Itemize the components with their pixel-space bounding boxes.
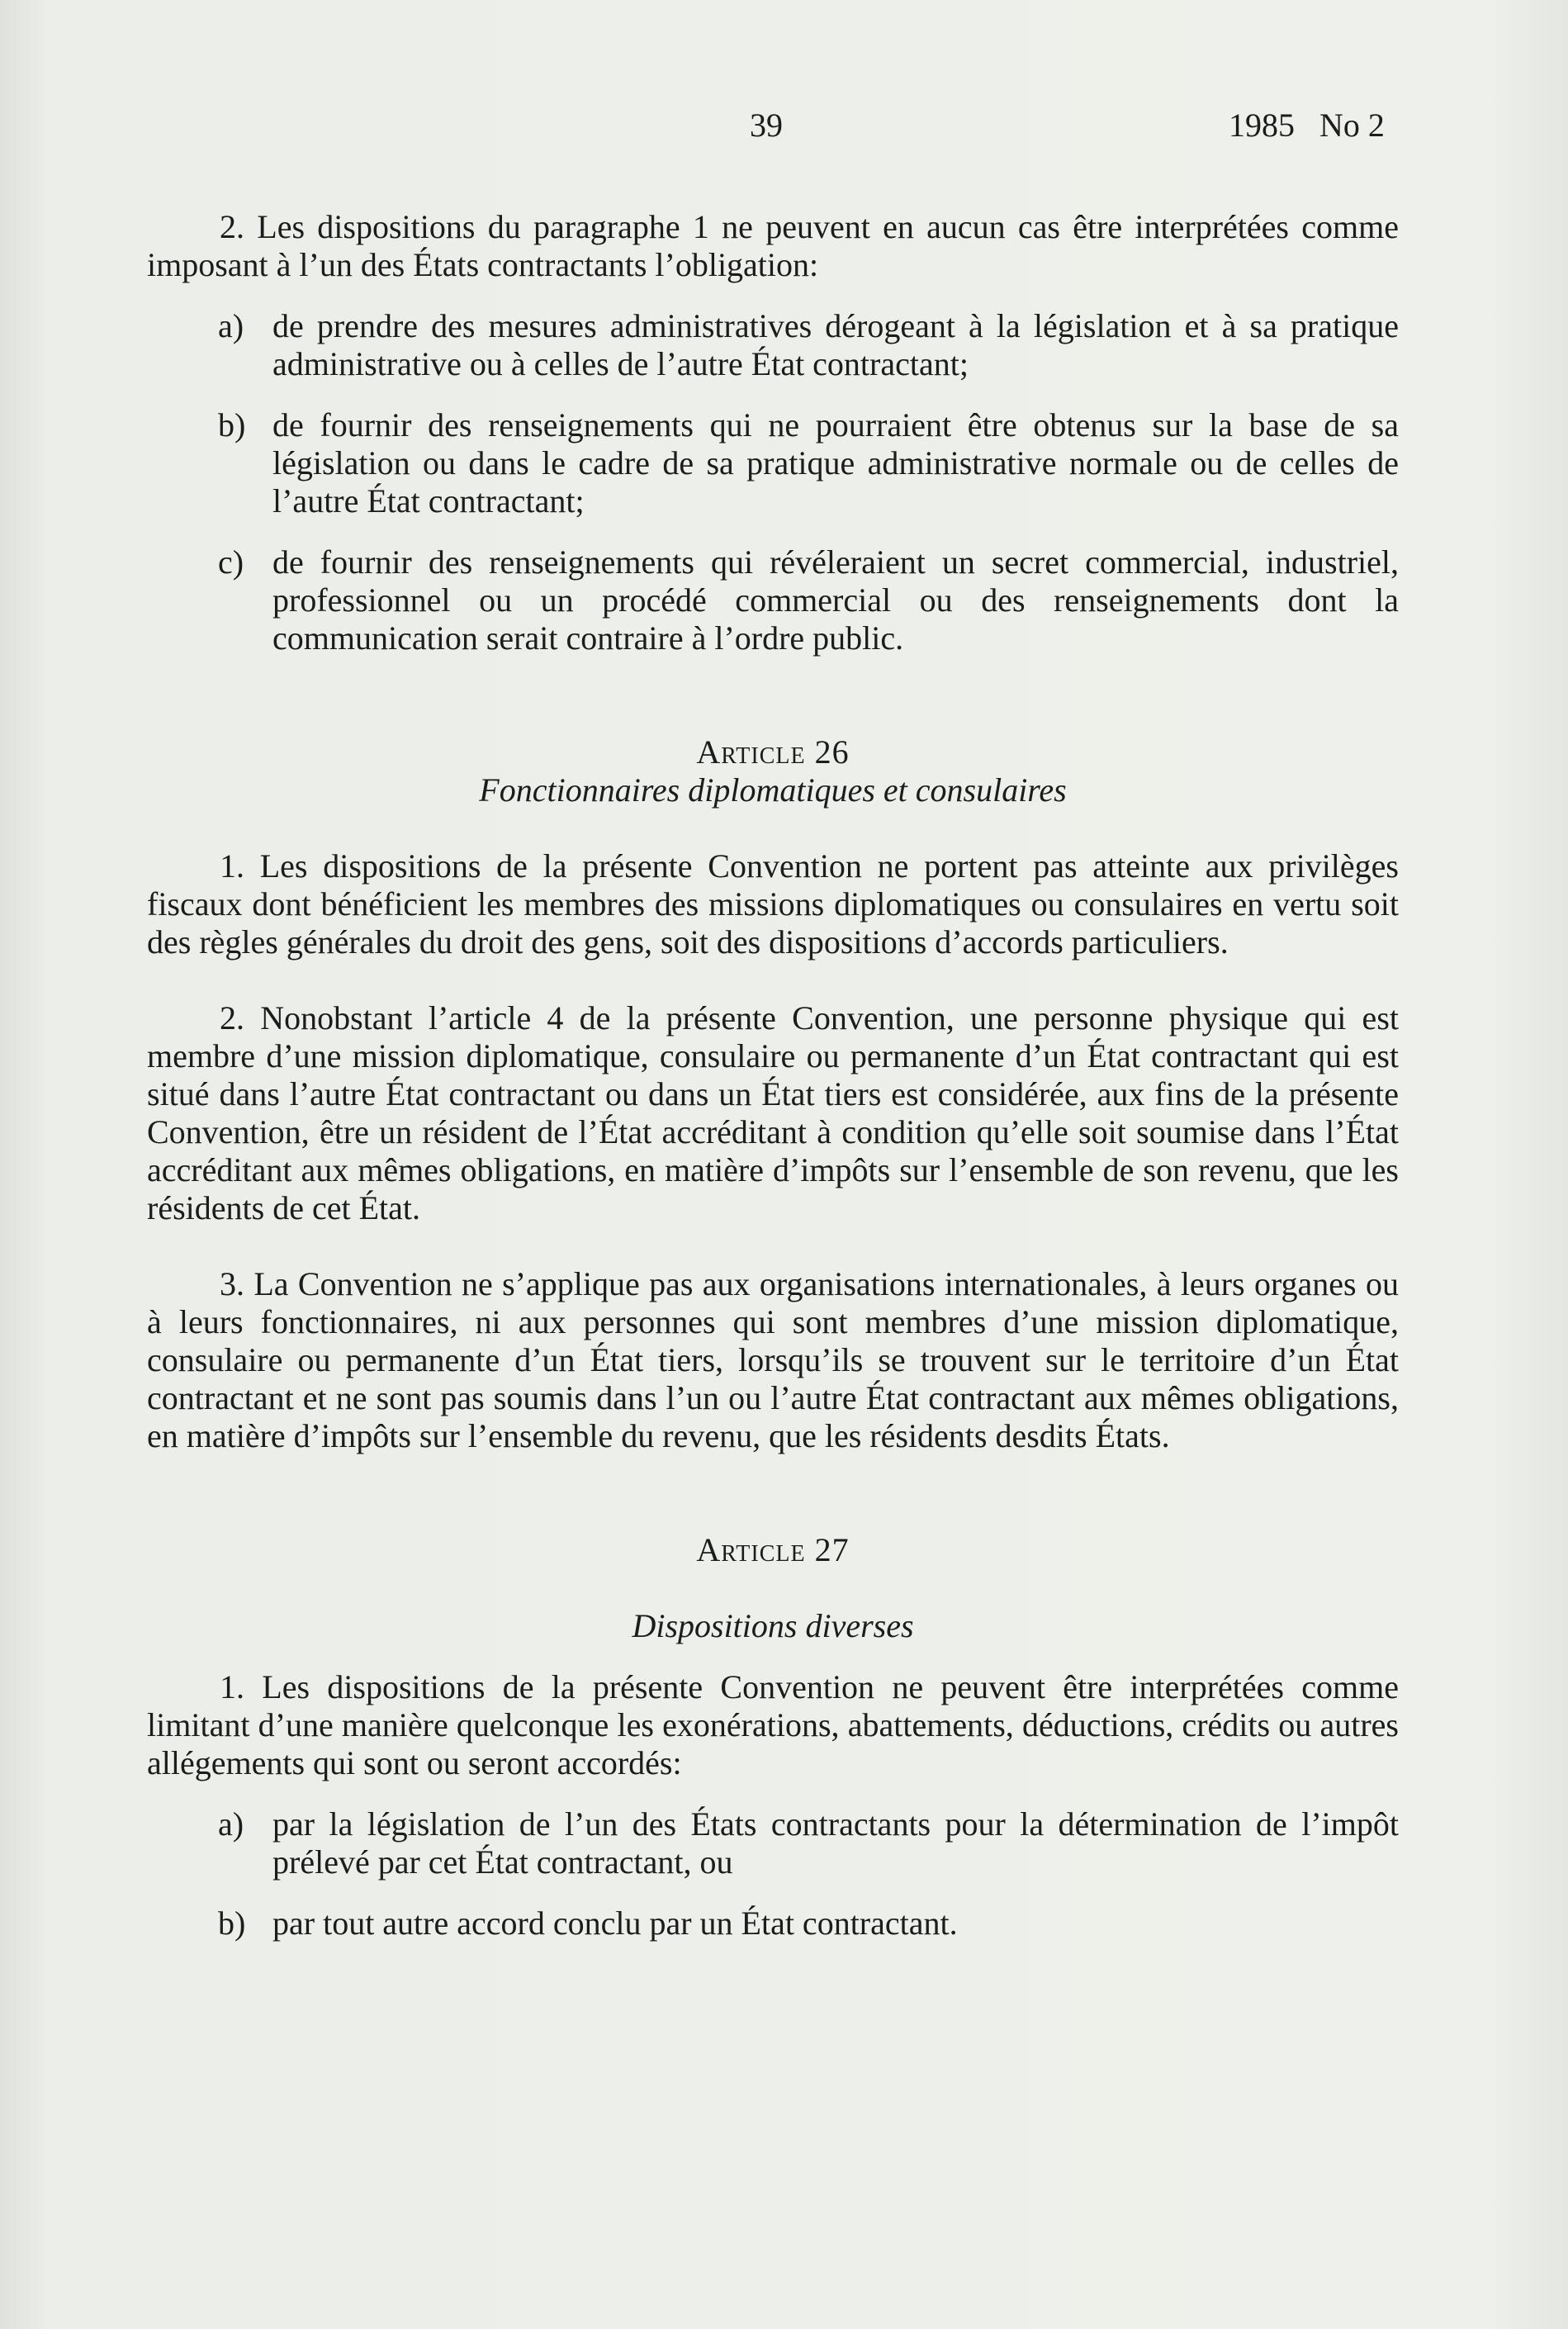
paragraph-2: 2. Les dispositions du paragraphe 1 ne peuvent en aucun cas être interprétées comme imposant à l’un des États contractants l’obligation: xyxy=(147,208,1399,283)
gazette-year: 1985 xyxy=(1229,107,1295,144)
item-label: b) xyxy=(218,406,246,444)
article-27-subtitle: Dispositions diverses xyxy=(632,1607,914,1644)
list-item-a xyxy=(147,307,1399,383)
article-26-subtitle: Fonctionnaires diplomatiques et consulaires xyxy=(479,771,1067,809)
item-label: c) xyxy=(218,543,244,581)
page-header xyxy=(0,106,1568,155)
item-label: b) xyxy=(218,1904,246,1942)
article-26-paragraph-2: 2. Nonobstant l’article 4 de la présente Convention, une personne physique qui est membre d’une mission diplomatique, consulaire ou permanente d’un État contractant qui est situé dans l’autre État contractant ou dans un État tiers est considérée, aux fins de la présente Convention, être un résident de l’État accréditant à condition qu’elle soit soumise dans l’État accréditant aux mêmes obligations, en matière d’impôts sur l’ensemble de son revenu, que les résidents de cet État. xyxy=(147,999,1399,1226)
list-item-a xyxy=(147,1805,1399,1881)
item-label: a) xyxy=(218,1805,244,1843)
list-item-b xyxy=(147,406,1399,520)
article-27-paragraph-1: 1. Les dispositions de la présente Convention ne peuvent être interprétées comme limitant d’une manière quelconque les exonérations, abattements, déductions, crédits ou autres allégements qui sont ou seront accordés: xyxy=(147,1668,1399,1781)
item-text: de fournir des renseignements qui ne pourraient être obtenus sur la base de sa législation ou dans le cadre de sa pratique administrative normale ou de celles de l’autre État contractant; xyxy=(272,406,1399,519)
item-text: de fournir des renseignements qui révéleraient un secret commercial, industriel, professionnel ou un procédé commercial ou des renseignements dont la communication serait contraire à l’ordre public. xyxy=(272,543,1399,657)
item-label: a) xyxy=(218,307,244,344)
page-body xyxy=(147,208,1399,1942)
article-26-paragraph-1: 1. Les dispositions de la présente Convention ne portent pas atteinte aux privilèges fiscaux dont bénéficient les membres des missions diplomatiques ou consulaires en vertu soit des règles générales du droit des gens, soit des dispositions d’accords particuliers. xyxy=(147,847,1399,961)
gazette-issue: No 2 xyxy=(1319,107,1385,144)
article-26-title: Article 26 xyxy=(696,733,850,771)
item-text: par la législation de l’un des États contractants pour la détermination de l’impôt prélevé par cet État contractant, ou xyxy=(272,1805,1399,1881)
page-number: 39 xyxy=(750,107,783,144)
list-item-b xyxy=(147,1904,1399,1942)
list-item-c xyxy=(147,543,1399,657)
item-text: par tout autre accord conclu par un État contractant. xyxy=(272,1904,958,1942)
item-text: de prendre des mesures administratives dérogeant à la législation et à sa pratique administrative ou à celles de l’autre État contractant; xyxy=(272,307,1399,382)
article-26-paragraph-3: 3. La Convention ne s’applique pas aux organisations internationales, à leurs organes ou à leurs fonctionnaires, ni aux personnes qui sont membres d’une mission diplomatique, consulaire ou permanente d’un État tiers, lorsqu’ils se trouvent sur le territoire d’un État contractant et ne sont pas soumis dans l’un ou l’autre État contractant aux mêmes obligations, en matière d’impôts sur l’ensemble du revenu, que les résidents desdits États. xyxy=(147,1265,1399,1454)
article-27-title: Article 27 xyxy=(696,1531,850,1568)
